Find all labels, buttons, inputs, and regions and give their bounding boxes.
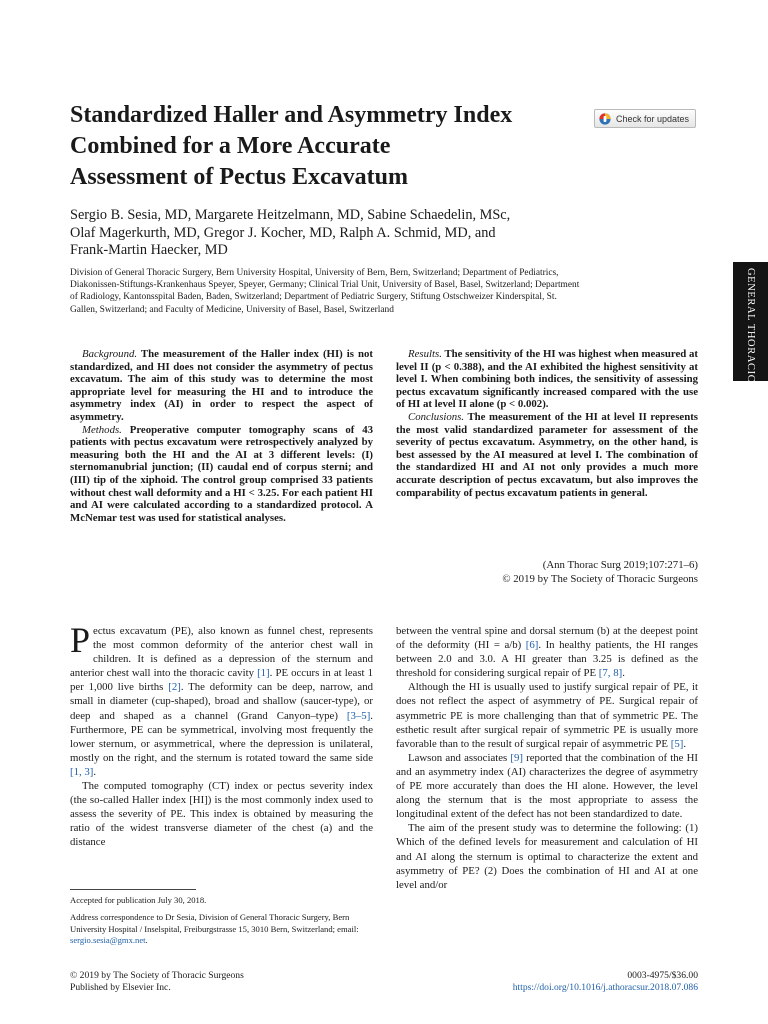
- citation-copyright: © 2019 by The Society of Thoracic Surgeons: [502, 573, 698, 585]
- accepted-date: Accepted for publication July 30, 2018.: [70, 895, 207, 905]
- body-paragraph: The computed tomography (CT) index or pectus severity index (the so-called Haller index [HI]) is the most commonly index used to assess the severity of PE. This index is obtained by measuring the ratio of the widest transverse diameter of the chest (a) and the distance: [70, 780, 373, 849]
- reference-link[interactable]: [2]: [168, 681, 181, 694]
- email-link[interactable]: sergio.sesia@gmx.net: [70, 935, 146, 946]
- abstract-conclusions: [396, 411, 698, 499]
- title-line: Assessment of Pectus Excavatum: [70, 164, 408, 190]
- abstract-left-column: [70, 348, 373, 524]
- affiliation-line: Gallen, Switzerland; and Faculty of Medicine, University of Basel, Basel, Switzerland: [70, 304, 394, 315]
- body-text: .: [93, 765, 97, 778]
- page-footer-left: [70, 970, 244, 993]
- correspondence-note: [70, 912, 376, 946]
- body-text: .: [622, 667, 625, 680]
- body-text: Lawson and associates: [408, 751, 511, 764]
- footer-publisher: Published by Elsevier Inc.: [70, 981, 171, 993]
- footer-issn: 0003-4975/$36.00: [627, 970, 698, 981]
- body-paragraph: [396, 680, 698, 750]
- body-paragraph: [70, 620, 374, 779]
- check-for-updates-button[interactable]: [594, 109, 696, 128]
- body-text: . In healthy patients, the HI ranges between 2.0 and 3.0. A HI greater than 3.25 is defined as the threshold for considering surgical repair of PE: [396, 639, 698, 680]
- body-paragraph: [396, 751, 698, 821]
- body-text: reported that the combination of the HI and an asymmetry index (AI) characterizes the degree of asymmetry of PE more accurately than does the HI alone. However, the level along the sternum that is the most appropriate to assess the longitudinal extent of the defect has not been standardized to date.: [396, 751, 699, 821]
- body-text: between the ventral spine and dorsal sternum (b) at the deepest point of the deformity (HI = a/b): [396, 625, 698, 652]
- abstract-background: [70, 348, 373, 424]
- abstract-text: The sensitivity of the HI was highest when measured at level II (p < 0.388), and the AI exhibited the highest sensitivity at level I. When combining both indices, the sensitivity of assessing pectus excavatum significantly increased compared with the use of HI at level II alone (p < 0.002).: [396, 348, 698, 411]
- body-left-column: [70, 620, 374, 850]
- journal-citation: [396, 558, 698, 586]
- reference-link[interactable]: [7, 8]: [598, 667, 623, 680]
- body-text: ectus excavatum (PE), also known as funnel chest, represents the most common deformity of the anterior chest wall in children. It is defined as a depression of the sternum and anterior chest wall into the thoracic cavity: [70, 625, 373, 680]
- reference-link[interactable]: [1]: [257, 667, 270, 680]
- body-paragraph: [396, 624, 698, 680]
- title-line: Standardized Haller and Asymmetry Index: [70, 102, 513, 128]
- abstract-label: Methods.: [82, 423, 122, 436]
- reference-link[interactable]: [9]: [510, 751, 524, 764]
- footnotes: [70, 895, 376, 953]
- page-footer-right: [400, 970, 698, 993]
- author-line: Sergio B. Sesia, MD, Margarete Heitzelmann, MD, Sabine Schaedelin, MSc,: [70, 207, 511, 223]
- abstract-methods: [70, 424, 373, 525]
- section-side-tab-label: GENERAL THORACIC: [745, 268, 756, 383]
- footer-copyright: © 2019 by The Society of Thoracic Surgeons: [70, 970, 244, 981]
- reference-link[interactable]: [3–5]: [346, 709, 371, 722]
- affiliation-line: Diakonissen-Stiftungs-Krankenhaus Speyer, Speyer, Germany; Clinical Trial Unit, University of Basel, Basel, Switzerland; Department: [70, 280, 580, 291]
- abstract-text: The measurement of the HI at level II represents the most valid standardized parameter for assessment of the severity of pectus excavatum. Asymmetry, on the other hand, is best assessed by the AI measured at level I. The combination of the standardized HI and AI not only provides a much more accurate description of pectus excavatum, but also improves the comparability of pectus excavatum patients in general.: [396, 410, 698, 499]
- body-right-column: [396, 624, 698, 892]
- body-text: . The deformity can be deep, narrow, and small in diameter (cup-shaped), broad and shallow (saucer-type), or deep and shaped as a channel (Grand Canyon–type): [70, 681, 373, 722]
- body-text: Although the HI is usually used to justify surgical repair of PE, it does not reflect the aspect of asymmetry of PE. Surgical repair of asymmetric PE is more challenging than that of symmetric PE. The esthetic result after surgical repair of symmetric PE is usually more favorable than to the result of surgical repair of asymmetric PE: [396, 681, 698, 750]
- title-line: Combined for a More Accurate: [70, 133, 391, 159]
- affiliations: [70, 267, 698, 316]
- body-text: . Furthermore, PE can be symmetrical, involving most frequently the lower sternum, or asymmetrical, where the depression is unilateral, mostly on the right, and the sternum is rotated toward the same side: [70, 709, 373, 764]
- author-list: [70, 207, 710, 260]
- abstract-right-column: [396, 348, 698, 499]
- body-paragraph: The aim of the present study was to determine the following: (1) Which of the defined levels for measurement and calculation of HI and AI along the sternum is optimal to characterize the extent and asymmetry of PE? (2) Does the combination of HI and AI at one level and/or: [396, 822, 698, 891]
- section-side-tab: [733, 262, 768, 381]
- doi-link[interactable]: https://doi.org/10.1016/j.athoracsur.2018.07.086: [512, 981, 698, 993]
- reference-link[interactable]: [6]: [525, 639, 539, 652]
- footnote-divider: [70, 889, 196, 890]
- citation-reference: (Ann Thorac Surg 2019;107:271–6): [542, 559, 698, 571]
- abstract-label: Background.: [82, 348, 138, 360]
- abstract-text: The measurement of the Haller index (HI) is not standardized, and HI does not consider the asymmetry of pectus excavatum. The aim of this study was to determine the most appropriate level for measuring the HI and to introduce the asymmetry index (AI) in order to respect the aspect of asymmetry.: [70, 348, 373, 423]
- abstract-results: [396, 348, 698, 411]
- article-title: [70, 100, 590, 193]
- affiliation-line: Division of General Thoracic Surgery, Bern University Hospital, University of Bern, Bern, Switzerland; Department of Pediatrics,: [70, 268, 559, 278]
- abstract-label: Conclusions.: [408, 410, 465, 423]
- body-text: .: [683, 737, 687, 750]
- affiliation-line: of Radiology, Kantonsspital Baden, Baden, Switzerland; Department of Pediatric Surgery, Stiftung Ostschweizer Kinderspital, St.: [70, 292, 557, 303]
- author-line: Olaf Magerkurth, MD, Gregor J. Kocher, MD, Ralph A. Schmid, MD, and: [70, 224, 496, 241]
- abstract-label: Results.: [408, 348, 442, 360]
- abstract-text: Preoperative computer tomography scans of 43 patients with pectus excavatum were retrospectively analyzed by measuring both the HI and the AI at 3 different levels: (I) sternomanubrial junction; (II) caudal end of corpus sterni; and (III) tip of the xiphoid. The control group comprised 33 patients without chest wall deformity and a HI < 3.25. For each patient HI and AI were calculated according to a standardized protocol. A McNemar test was used for statistical analyses.: [70, 423, 374, 524]
- drop-cap: P: [70, 620, 91, 660]
- author-line: Frank-Martin Haecker, MD: [70, 242, 228, 258]
- reference-link[interactable]: [1, 3]: [70, 765, 94, 778]
- check-for-updates-label: Check for updates: [616, 113, 690, 124]
- crossmark-icon: [599, 113, 611, 125]
- correspondence-text: .: [145, 935, 148, 946]
- body-text: . PE occurs in at least 1 per 1,000 live births: [70, 667, 374, 694]
- correspondence-text: Address correspondence to Dr Sesia, Division of General Thoracic Surgery, Bern University Hospital / Inselspital, Freiburgstrasse 15, 3010 Bern, Switzerland; email:: [70, 912, 359, 934]
- reference-link[interactable]: [5]: [670, 737, 684, 750]
